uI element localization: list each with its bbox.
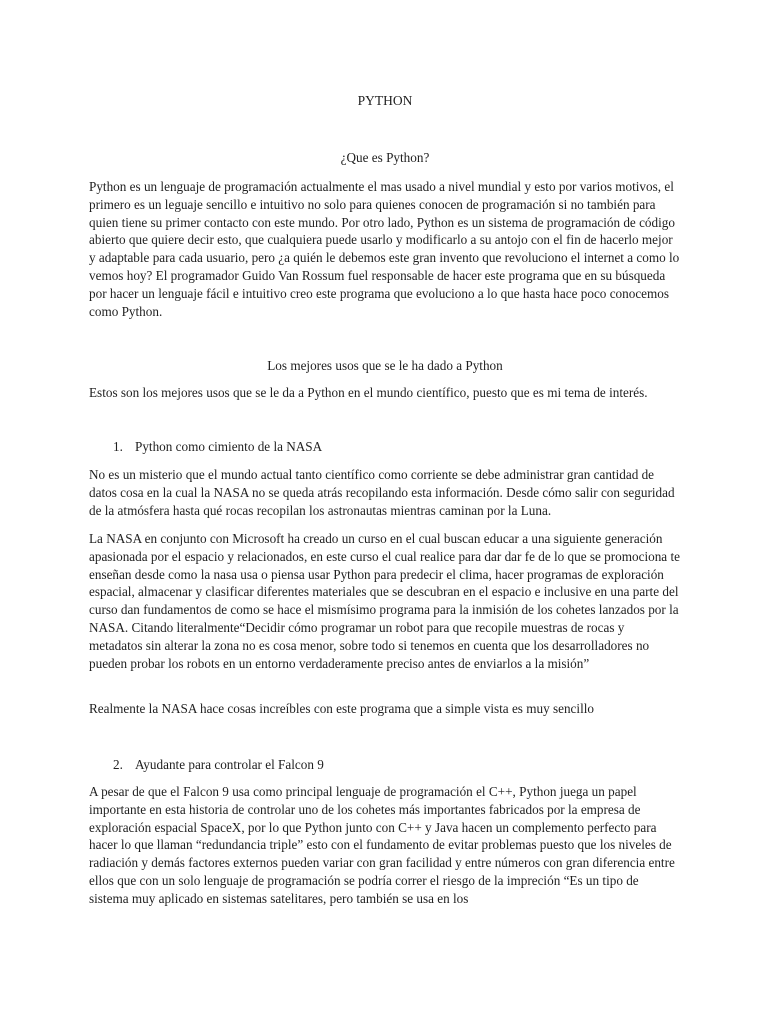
section-heading-what-is-python: ¿Que es Python? xyxy=(340,150,430,165)
list-item-number: 2. xyxy=(113,757,123,772)
document-title: PYTHON xyxy=(357,93,413,108)
paragraph-best-uses-intro: Estos son los mejores usos que se le da a Python en el mundo científico, puesto que es mi tema de interés. xyxy=(89,385,648,400)
section-heading-best-uses: Los mejores usos que se le ha dado a Python xyxy=(267,358,503,373)
paragraph-falcon9-1: A pesar de que el Falcon 9 usa como principal lenguaje de programación el C++, Python juega un papel importante en esta historia de controlar uno de los cohetes más importantes fabricados por la empresa de exploración espacial SpaceX, por lo que Python junto con C++ y Java hacen un complemento perfecto para hacer lo que llaman “redundancia triple” esto con el fundamento de evitar problemas puesto que los niveles de radiación y demás factores externos pueden variar con gran facilidad y entre números con gran diferencia entre ellos que con un solo lenguaje de programación se podría correr el riesgo de la impreción “Es un tipo de sistema muy aplicado en sistemas satelitares, pero también se usa en los xyxy=(89,784,675,906)
paragraph-what-is-python: Python es un lenguaje de programación actualmente el mas usado a nivel mundial y esto por varios motivos, el primero es un leguaje sencillo e intuitivo no solo para quienes conocen de programación si no también para quien tiene su primer contacto con este mundo. Por otro lado, Python es un sistema de programación de código abierto que quiere decir esto, que cualquiera puede usarlo y modificarlo a su antojo con el fin de hacerlo mejor y adaptable para cada usuario, pero ¿a quién le debemos este gran invento que revoluciono el internet a como lo vemos hoy? El programador Guido Van Rossum fuel responsable de hacer este programa que en su búsqueda por hacer un lenguaje fácil e intuitivo creo este programa que evoluciono a lo que hasta hace poco conocemos como Python. xyxy=(89,179,680,319)
list-item-title: Python como cimiento de la NASA xyxy=(135,439,323,454)
paragraph-nasa-2: La NASA en conjunto con Microsoft ha creado un curso en el cual buscan educar a una siguiente generación apasionada por el espacio y relacionados, en este curso el cual realice para dar dar fe de lo que se promociona te enseñan desde como la nasa usa o piensa usar Python para predecir el clima, hacer programas de exploración espacial, almacenar y clasificar diferentes materiales que se descubran en el espacio e inclusive en una parte del curso dan fundamentos de como se hace el mismísimo programa para la inmisión de los cohetes lanzados por la NASA. Citando literalmente“Decidir cómo programar un robot para que recopile muestras de rocas y metadatos sin alterar la zona no es cosa menor, sobre todo si tenemos en cuenta que los desarrolladores no pueden probar los robots en un entorno verdaderamente preciso antes de enviarlos a la misión” xyxy=(89,531,680,671)
list-item-title: Ayudante para controlar el Falcon 9 xyxy=(135,757,324,772)
list-item-nasa xyxy=(113,438,322,456)
list-item-number: 1. xyxy=(113,439,123,454)
list-item-falcon9 xyxy=(113,756,324,774)
paragraph-nasa-1: No es un misterio que el mundo actual tanto científico como corriente se debe administrar gran cantidad de datos cosa en la cual la NASA no se queda atrás recopilando esta información. Desde cómo salir con seguridad de la atmósfera hasta qué rocas recopilan los astronautas mientras caminan por la Luna. xyxy=(89,467,675,518)
paragraph-nasa-3: Realmente la NASA hace cosas increíbles con este programa que a simple vista es muy sencillo xyxy=(89,701,595,716)
